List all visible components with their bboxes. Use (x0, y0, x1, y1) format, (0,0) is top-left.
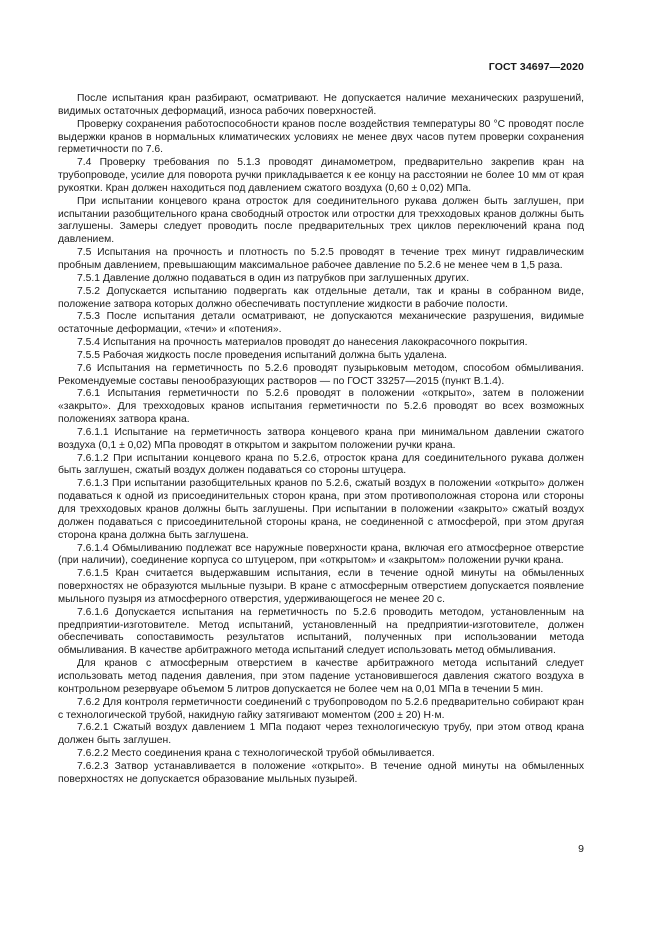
page-number: 9 (578, 843, 584, 855)
paragraph: При испытании концевого крана отросток для соединительного рукава должен быть заглушен, при испытании разобщительного крана свободный отросток или отростки для трехходовых кранов должны быть заглушены. Замеры следует проводить после предварительных трех циклов переключений крана под давлением. (58, 195, 584, 246)
paragraph: 7.5.5 Рабочая жидкость после проведения испытаний должна быть удалена. (77, 349, 447, 361)
paragraph: 7.5.2 Допускается испытанию подвергать как отдельные детали, так и краны в собранном виде, положение затвора которых должно обеспечивать поступление жидкости в рабочие полости. (58, 285, 584, 310)
paragraph: 7.6 Испытания на герметичность по 5.2.6 проводят пузырьковым методом, способом обмыливания. Рекомендуемые составы пенообразующих растворов — по ГОСТ 33257—2015 (пункт В.1.4). (58, 362, 584, 387)
paragraph: 7.4 Проверку требования по 5.1.3 проводят динамометром, предварительно закрепив кран на трубопроводе, усилие для поворота ручки прикладывается к ее концу на расстоянии не более 10 мм от края рукоятки. Кран должен находиться под давлением сжатого воздуха (0,60 ± 0,02) МПа. (58, 157, 584, 194)
paragraph: 7.6.1.6 Допускается испытания на герметичность по 5.2.6 проводить методом, установленным на предприятии-изготовителе. Метод испытаний, установленный на предприятии-изготовителе, должен обеспечивать сопоставимость результатов испытаний, полученных при использовании метода обмыливания. В качестве арбитражного метода испытаний следует использовать метод обмыливания. (58, 606, 584, 657)
paragraph: 7.6.2.3 Затвор устанавливается в положение «открыто». В течение одной минуты на обмыленных поверхностях не допускается образование мыльных пузырей. (58, 760, 584, 785)
paragraph: 7.5.4 Испытания на прочность материалов проводят до нанесения лакокрасочного покрытия. (77, 337, 528, 349)
paragraph: 7.6.1.4 Обмыливанию подлежат все наружные поверхности крана, включая его атмосферное отверстие (при наличии), соединение корпуса со штуцером, при «открытом» и «закрытом» положении ручки крана. (58, 542, 584, 567)
paragraph: 7.5 Испытания на прочность и плотность по 5.2.5 проводят в течение трех минут гидравлическим пробным давлением, превышающим максимальное рабочее давление по 5.2.6 не менее чем в 1,5 раза. (58, 247, 584, 271)
paragraph: 7.6.1.3 При испытании разобщительных кранов по 5.2.6, сжатый воздух в положении «открыто» должен подаваться к одной из присоединительных сторон крана, при этом противоположная сторона или стороны для трехходовых кранов должны быть заглушены. При испытании в положении «закрыто» сжатый воздух должен подаваться с присоединительной стороны крана, не соединенной с атмосферой, при этом другая сторона крана должна быть заглушена. (58, 478, 584, 541)
paragraph: 7.6.2 Для контроля герметичности соединений с трубопроводом по 5.2.6 предварительно собирают кран с технологической трубой, накидную гайку затягивают моментом (200 ± 20) Н·м. (58, 696, 584, 721)
paragraph: 7.6.1.1 Испытание на герметичность затвора концевого крана при минимальном давлении сжатого воздуха (0,1 ± 0,02) МПа проводят в открытом и закрытом положении ручки крана. (58, 426, 584, 451)
body-text (58, 93, 584, 787)
paragraph: 7.5.3 После испытания детали осматривают, не допускаются механические разрушения, видимые остаточные деформации, «течи» и «потения». (58, 311, 584, 336)
standard-header: ГОСТ 34697—2020 (488, 61, 584, 73)
paragraph: 7.6.1.2 При испытании концевого крана по 5.2.6, отросток крана для соединительного рукава должен быть заглушен, сжатый воздух должен подаваться со стороны штуцера. (58, 452, 584, 477)
paragraph: После испытания кран разбирают, осматривают. Не допускается наличие механических разрушений, видимых остаточных деформаций, износа рабочих поверхностей. (58, 93, 584, 117)
paragraph: Проверку сохранения работоспособности кранов после воздействия температуры 80 °С проводят после выдержки кранов в нормальных климатических условиях не менее двух часов путем проверки сохранения герметичности по 7.6. (58, 118, 584, 156)
paragraph: 7.6.2.1 Сжатый воздух давлением 1 МПа подают через технологическую трубу, при этом отвод крана должен быть заглушен. (58, 722, 584, 747)
paragraph: 7.6.2.2 Место соединения крана с технологической трубой обмыливается. (77, 748, 435, 760)
paragraph: 7.6.1.5 Кран считается выдержавшим испытания, если в течение одной минуты на обмыленных поверхностях не образуются мыльные пузыри. В кране с атмосферным отверстием допускается появление мыльного пузыря из атмосферного отверстия, удерживающегося не менее 20 с. (58, 568, 584, 605)
paragraph: 7.5.1 Давление должно подаваться в один из патрубков при заглушенных других. (77, 272, 470, 284)
paragraph: 7.6.1 Испытания герметичности по 5.2.6 проводят в положении «открыто», затем в положении «закрыто». Для трехходовых кранов испытания герметичности по 5.2.6 проводят во всех возможных положениях затвора крана. (58, 388, 584, 426)
paragraph: Для кранов с атмосферным отверстием в качестве арбитражного метода испытаний следует использовать метод падения давления, при этом падение установившегося давления сжатого воздуха в контрольном резервуаре объемом 5 литров допускается не более чем на 0,01 МПа в течении 5 мин. (58, 658, 584, 695)
